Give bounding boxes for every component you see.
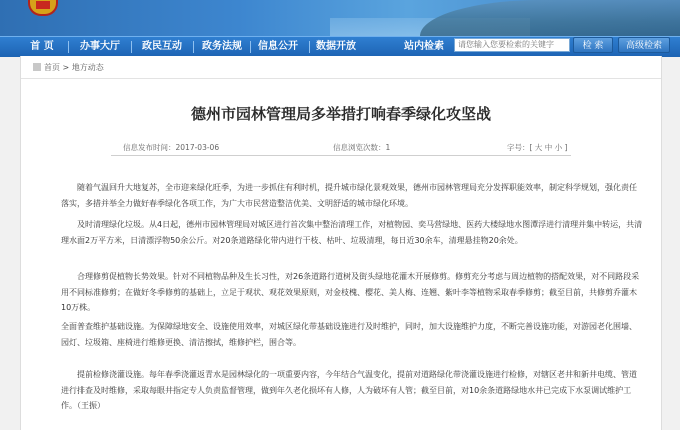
nav-info-public[interactable]: 信息公开: [258, 41, 298, 52]
breadcrumb-home[interactable]: 首页: [44, 63, 60, 72]
nav-divider: [250, 41, 251, 53]
article-paragraph: 随着气温回升大地复苏，全市迎来绿化旺季，为进一步抓住有利时机，提升城市绿化景观效果，德州市园林管理局充分发挥职能效率，制定科学规划，强化责任落实，多措并举全力做好春季绿化各项工作，为广大市民营造整洁优美、文明舒适的城市绿化环境。: [61, 183, 637, 208]
nav-divider: [68, 41, 69, 53]
search-input[interactable]: [454, 38, 570, 52]
nav-divider: [131, 41, 132, 53]
view-count: 信息浏览次数：1: [333, 143, 391, 152]
article-paragraph: 提前检修浇灌设施。每年春季浇灌返青水是园林绿化的一项重要内容，今年结合气温变化，提前对道路绿化带浇灌设施进行检修，对辖区老井和新井电缆、管道进行排查及时维修，采取每眼井指定专人负责监督管理，做到年久老化损坏有人修，人为破坏有人管；截至目前，对10余条道路绿地水井已完成下水泵调试维护工作。（王振）: [61, 370, 637, 410]
header-banner: [0, 0, 680, 36]
search-button[interactable]: 检 索: [573, 37, 613, 53]
nav-home[interactable]: 首 页: [30, 41, 54, 52]
banner-hills: [420, 0, 680, 36]
nav-open-data[interactable]: 数据开放: [316, 41, 356, 52]
nav-regulations[interactable]: 政务法规: [202, 41, 242, 52]
article-paragraph: 合理修剪促植物长势效果。针对不同植物品种及生长习性，对26条道路行道树及街头绿地花灌木开展修剪。修剪充分考虑与周边植物的搭配效果，对不同路段采用不同标准修剪；在做好冬季修剪的基础上，立足于观状、观花效果原则，对金枝槐、樱花、美人梅、连翘、紫叶李等植物采取春季修剪；截至目前，共修剪乔灌木10万株。: [61, 272, 640, 312]
divider: [111, 155, 571, 156]
advanced-search-button[interactable]: 高级检索: [618, 37, 670, 53]
emblem-icon: [28, 0, 58, 16]
article-paragraph: 及时清理绿化垃圾。从4日起，德州市园林管理局对城区进行首次集中整治清理工作，对植物园、奕马营绿地、医药大楼绿地水图潭浮进行清理并集中转运，共清理水面2万平方米，日清漂浮物50余公斤。对20条道路绿化带内进行干枝、枯叶、垃圾清理，每日近30余车，清理悬挂物20余处。: [61, 220, 643, 245]
breadcrumb-section[interactable]: 地方动态: [71, 63, 104, 72]
nav-site-search: 站内检索: [404, 41, 444, 52]
publish-date: 信息发布时间：2017-03-06: [123, 143, 220, 152]
content-area: [20, 56, 662, 430]
article-paragraph: 全面普查维护基础设施。为保障绿地安全、设施使用效率，对城区绿化带基础设施进行及时维护，同时，加大设施维护力度，不断完善设施功能，对游园老化围墙、园灯、垃圾箱、座椅进行维修更换、清洁擦拭，维修护栏，围合等。: [61, 322, 637, 347]
home-icon: [33, 63, 41, 71]
nav-service-hall[interactable]: 办事大厅: [80, 41, 120, 52]
article-title: 德州市园林管理局多举措打响春季绿化攻坚战: [190, 105, 491, 123]
divider: [21, 78, 661, 79]
nav-divider: [193, 41, 194, 53]
font-size-switch[interactable]: 字号：[ 大 中 小 ]: [507, 143, 568, 152]
nav-interaction[interactable]: 政民互动: [142, 41, 182, 52]
breadcrumb-separator: >: [62, 63, 70, 72]
breadcrumb: [33, 62, 104, 73]
